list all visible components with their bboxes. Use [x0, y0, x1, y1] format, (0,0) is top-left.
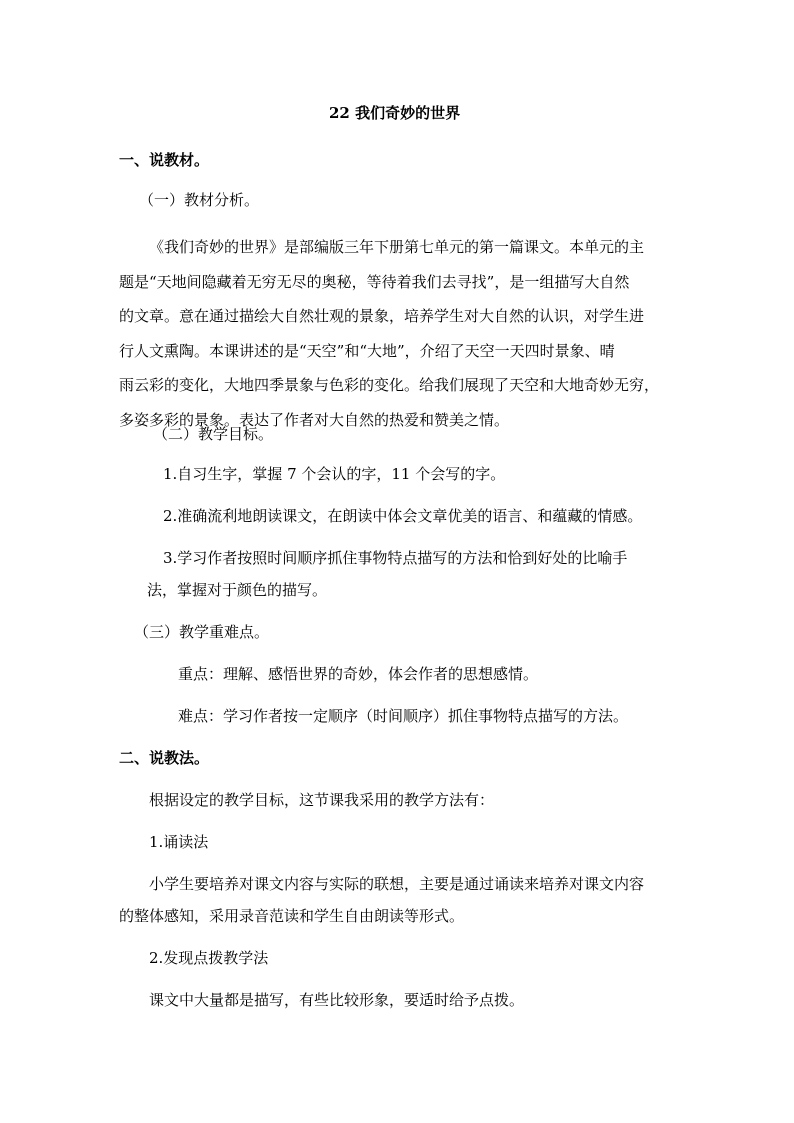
teaching-goal-1: 1.自习生字，掌握 7 个会认的字，11 个会写的字。: [163, 465, 506, 483]
subheading-textbook-analysis: （一）教材分析。: [139, 191, 260, 209]
teaching-goal-3-line-1: 3.学习作者按照时间顺序抓住事物特点描写的方法和恰到好处的比喻手: [163, 549, 628, 567]
paragraph-line: 《我们奇妙的世界》是部编版三年下册第七单元的第一篇课文。本单元的主: [149, 238, 645, 256]
subheading-teaching-goals: （二）教学目标。: [153, 425, 274, 443]
key-point: 重点：理解、感悟世界的奇妙，体会作者的思想感情。: [178, 665, 539, 683]
difficult-point: 难点：学习作者按一定顺序（时间顺序）抓住事物特点描写的方法。: [178, 707, 629, 725]
method-1-line-2: 的整体感知，采用录音范读和学生自由朗读等形式。: [119, 907, 465, 925]
paragraph-textbook-analysis: [119, 230, 676, 437]
subheading-key-points: （三）教学重难点。: [134, 623, 270, 641]
method-1-heading: 1.诵读法: [149, 833, 209, 851]
paragraph-line: 多姿多彩的景象。表达了作者对大自然的热爱和赞美之情。: [119, 410, 510, 429]
paragraph-line: 雨云彩的变化，大地四季景象与色彩的变化。给我们展现了天空和大地奇妙无穷，: [119, 376, 660, 394]
teaching-goal-2: 2.准确流利地朗读课文，在朗读中体会文章优美的语言、和蕴藏的情感。: [163, 507, 643, 525]
method-2-line-1: 课文中大量都是描写，有些比较形象，要适时给予点拨。: [149, 991, 525, 1009]
paragraph-line: 的文章。意在通过描绘大自然壮观的景象，培养学生对大自然的认识，对学生进: [119, 307, 645, 325]
section-heading-teaching-methods: 二、说教法。: [119, 749, 210, 767]
section-heading-textbook: 一、说教材。: [119, 151, 210, 169]
paragraph-line: 题是“天地间隐藏着无穷无尽的奥秘，等待着我们去寻找”，是一组描写大自然: [119, 272, 630, 291]
method-2-heading: 2.发现点拨教学法: [149, 949, 269, 967]
teaching-goal-3-line-2: 法，掌握对于颜色的描写。: [147, 581, 328, 599]
method-1-line-1: 小学生要培养对课文内容与实际的联想，主要是通过诵读来培养对课文内容: [149, 875, 645, 893]
paragraph-line: 行人文熏陶。本课讲述的是“天空”和“大地”，介绍了天空一天四时景象、晴: [119, 341, 615, 360]
document-title: 22 我们奇妙的世界: [329, 104, 461, 122]
teaching-methods-intro: 根据设定的教学目标，这节课我采用的教学方法有：: [149, 791, 495, 809]
